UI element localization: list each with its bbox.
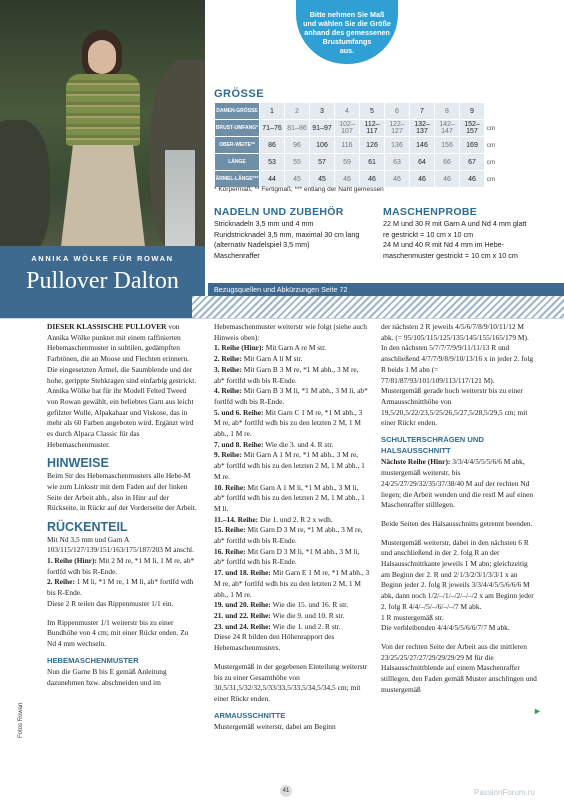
size-cell: 152–157: [460, 120, 484, 136]
gauge-heading: MASCHENPROBE: [383, 206, 478, 218]
pattern-row-label: 21. und 22. Reihe:: [214, 610, 271, 620]
pattern-row-label: 16. Reihe:: [214, 546, 246, 556]
waterfall: [165, 150, 195, 250]
pattern-row-label: 3. Reihe:: [214, 364, 242, 374]
pattern-row-label: 2. Reihe:: [214, 354, 242, 364]
back-text-2: Im Rippenmuster 1/1 weiterstr bis zu einer Bundhöhe von 4 cm; mit einer Rückr enden. Zu Nd 4 mm wechseln.: [47, 617, 189, 648]
model-sweater: [66, 74, 140, 146]
pattern-row-text: Wie die 15. und 16. R str.: [272, 600, 349, 610]
pattern-row: [214, 568, 370, 600]
row-2-text: 1 M li, *1 M re, 1 M li, ab* fortlfd wdh bis R-Ende.: [47, 577, 194, 598]
row-2: [47, 577, 199, 598]
shoulder-text-6: Von der rechten Seite der Arbeit aus die mittleren 23/25/25/27/27/29/29/29/29 M für die Halsausschnittblende auf einem Maschenraffer stilllegen, den Faden gemäß Muster anschlingen und mustergemäß: [381, 641, 537, 694]
size-cell: 55: [285, 154, 309, 170]
size-row: [215, 137, 497, 153]
size-cell: 96: [285, 137, 309, 153]
size-cell: 81–86: [285, 120, 309, 136]
armhole-text-1: der nächsten 2 R jeweils 4/5/6/7/8/9/10/11/12 M abk. (= 95/105/115/125/135/145/155/165/179 M).: [381, 322, 529, 342]
photo-credit: Fotos Rowan: [18, 702, 24, 738]
size-cell: 126: [360, 137, 384, 153]
pattern-row-text: Die 1. und 2. R 2 x wdh.: [260, 514, 333, 524]
page-number: 41: [280, 785, 292, 797]
intro-text: von Annika Wölke punktet mit einem raffinierten Hebemaschenmuster in subtilen, gedämpften Farbtönen, die an Moose und Flechten erinnern. Die eingesetzten Ärmel, die Saumblende und der hohe, gerippte Stehkragen sind einfarbig gestrickt. Annika Wölke hat für ihr Modell Felted Tweed von Rowan gewählt, ein beliebtes Garn aus leicht gefilzter Wolle, Alpakahaar und Viskose, das in mehr als 60 Farben angeboten wird. Ergänzt wird es durch Alpaca Classic für das Hebemaschenmuster.: [47, 322, 197, 449]
needles-line: Stricknadeln 3,5 mm und 4 mm: [214, 219, 314, 228]
size-cell: 57: [310, 154, 334, 170]
pattern-row: [214, 343, 370, 354]
size-cell: 3: [310, 103, 334, 119]
size-cell: 67: [460, 154, 484, 170]
back-text-1: Mit Nd 3,5 mm und Garn A 103/115/127/139/151/163/175/187/203 M anschl.: [47, 534, 194, 555]
pattern-title: Pullover Dalton: [26, 268, 179, 294]
pattern-row: [214, 622, 370, 633]
size-cell: 146: [410, 137, 434, 153]
armhole-heading: ARMAUSSCHNITTE: [214, 710, 286, 720]
size-cell: 46: [460, 171, 484, 187]
pattern-row-text: Mit Garn A re M str.: [265, 343, 327, 353]
size-footnote: * Körpermaß; ** Fertigmaß; *** entlang der Naht gemessen: [214, 186, 384, 193]
gauge-line: 22 M und 30 R mit Garn A und Nd 4 mm glatt: [383, 219, 527, 228]
pattern-row-label: 23. und 24. Reihe:: [214, 621, 271, 631]
size-cell: 46: [410, 171, 434, 187]
size-table: [214, 102, 498, 188]
pattern-row-text: Wie die 3. und 4. R str.: [265, 439, 334, 449]
hints-text: Beim Str des Hebemaschenmusters alle Hebe-M wie zum Linksstr mit dem Faden auf der linken Seite der Arbeit abh., also in Hinr auf der Rückseite, in Rückr auf der Vorderseite der Arbeit.: [47, 471, 197, 513]
size-row: [215, 120, 497, 136]
size-unit: [485, 103, 497, 119]
size-cell: 46: [335, 171, 359, 187]
pattern-row-text: Wie die 1. und 2. R str.: [272, 621, 341, 631]
size-cell: 7: [410, 103, 434, 119]
size-cell: 132–137: [410, 120, 434, 136]
size-unit: cm: [485, 171, 497, 187]
divider: [0, 318, 564, 319]
gauge-line: re gestrickt = 10 cm x 10 cm: [383, 229, 474, 239]
size-cell: 2: [285, 103, 309, 119]
pattern-intro: Hebemaschenmuster weiterstr wie folgt (siehe auch Hinweis oben):: [214, 322, 367, 342]
pattern-row: [214, 525, 370, 546]
shoulder-heading: SCHULTERSCHRÄGEN UND HALSAUSSCHNITT: [381, 435, 484, 455]
pattern-row: [214, 440, 370, 451]
size-heading: GRÖSSE: [214, 88, 265, 100]
row-1-text: Mit 2 M re, *1 M li, 1 M re, ab* fortlfd wdh bis R-Ende.: [47, 556, 195, 576]
pattern-row: [214, 515, 370, 526]
size-cell: 112–117: [360, 120, 384, 136]
gauge-list: [383, 219, 561, 261]
shoulder-text-2: Beide Seiten des Halsausschnitts getrennt beenden.: [381, 518, 533, 528]
pattern-row-text: Mit Garn A li M str.: [243, 354, 303, 364]
watermark: PassionForum.ru: [474, 788, 535, 797]
size-cell: 1: [260, 103, 284, 119]
row-1: [47, 556, 199, 577]
pattern-row-text: Wie die 9. und 10. R str.: [272, 610, 345, 620]
pattern-row-label: 9. Reihe:: [214, 450, 242, 460]
size-cell: 102–107: [335, 120, 359, 136]
intro-paragraph: [47, 322, 199, 450]
gauge-line: maschenmuster gestrickt = 10 cm x 10 cm: [383, 250, 518, 260]
pattern-paragraph: Mustergemäß in der gegebenen Einteilung weiterstr bis zu einer Gesamthöhe von 30,5/31,5/32/32,5/33/33,5/33,5/34,5/34,5 cm; mit einer Rückr enden.: [214, 661, 368, 703]
size-cell: 5: [360, 103, 384, 119]
size-cell: 136: [385, 137, 409, 153]
needles-line: (alternativ Nadelspiel 3,5 mm): [214, 240, 310, 250]
model-face: [88, 40, 116, 74]
size-unit: cm: [485, 137, 497, 153]
needles-heading: NADELN UND ZUBEHÖR: [214, 206, 344, 218]
pattern-row-text: Mit Garn A 1 M re, *1 M abh., 3 M re, ab* fortlfd wdh bis zu den letzten 2 M, 1 M abh., 1 M re.: [214, 450, 365, 481]
size-cell: 61: [360, 154, 384, 170]
size-hint-bubble: [296, 0, 398, 64]
pattern-row: [214, 354, 370, 365]
size-cell: 116: [335, 137, 359, 153]
shoulder-row-text: 3/3/4/4/5/5/5/6/6 M abk, mustergemäß weiterstr, bis 24/25/27/29/32/35/37/38/40 M auf der rechten Nd liegen; die Arbeit wenden und die restl M auf einen Maschenraffer stilllegen.: [381, 457, 534, 510]
pattern-outro: Diese 24 R bilden den Höhenrapport des Hebemaschenmusters.: [214, 632, 335, 653]
pattern-row-label: 10. Reihe:: [214, 482, 246, 492]
size-cell: 46: [360, 171, 384, 187]
slip-pattern-heading: HEBEMASCHENMUSTER: [47, 655, 139, 665]
bubble-line: Bitte nehmen Sie Maß: [309, 10, 385, 19]
row-note: Diese 2 R teilen das Rippenmuster 1/1 ein.: [47, 598, 174, 608]
pattern-row-text: Mit Garn B 3 M re, *1 M abh., 3 M re, ab* fortlfd wdh bis R-Ende.: [214, 364, 359, 385]
size-cell: 66: [435, 154, 459, 170]
size-row: [215, 103, 497, 119]
armhole-text: Mustergemäß weiterstr, dabei am Beginn: [214, 722, 336, 732]
size-row: [215, 154, 497, 170]
pattern-row-label: 5. und 6. Reihe:: [214, 407, 264, 417]
pattern-row-text: Mit Garn B 3 M li, *1 M abh., 3 M li, ab* fortlfd wdh bis R-Ende.: [214, 386, 368, 406]
size-row-label: DAMEN-GRÖSSE: [215, 103, 259, 119]
shoulder-text-3: Mustergemäß weiterstr, dabei in den nächsten 6 R und anschließend in der 2. folg R an der Halsausschnittkante jeweils 1 M abn; gleichzeitig am Beginn der 2. R und 2/1/3/2/3/1/3/3/1 x an Beginn jeder 2. folg R jeweils 3/3/4/4/5/5/6/6/6 M abk, dann noch 1/2/–/1/–/2/–/–/2 x am Beginn jeder 2. folg R 4/4/–/5/–/6/–/–/7 M abk.: [381, 537, 534, 611]
size-cell: 46: [435, 171, 459, 187]
size-cell: 86: [260, 137, 284, 153]
pattern-row-label: 19. und 20. Reihe:: [214, 600, 271, 610]
needles-list: [214, 219, 384, 261]
sources-bar: Bezugsquellen und Abkürzungen Seite 72: [208, 283, 564, 296]
continue-arrow-icon: ►: [533, 706, 542, 716]
author-line: ANNIKA WÖLKE FÜR ROWAN: [31, 254, 174, 263]
bubble-line: anhand des gemessenen: [304, 28, 390, 37]
shoulder-text-4: 1 R mustergemäß str.: [381, 612, 444, 622]
size-cell: 4: [335, 103, 359, 119]
size-cell: 53: [260, 154, 284, 170]
size-cell: 46: [385, 171, 409, 187]
pattern-row: [214, 547, 370, 568]
size-cell: 91–97: [310, 120, 334, 136]
pattern-row: [214, 600, 370, 611]
pattern-rows: [214, 343, 370, 632]
size-cell: 59: [335, 154, 359, 170]
needles-line: Maschenraffer: [214, 250, 260, 260]
size-cell: 8: [435, 103, 459, 119]
size-cell: 9: [460, 103, 484, 119]
pattern-row-label: 17. und 18. Reihe:: [214, 568, 271, 578]
armhole-text-3: Mustergemäß gerade hoch weiterstr bis zu einer Armausschnitthöhe von 19,5/20,5/22/23,5/25/26,5/27,5/28,5/29,5 cm; mit einer Rückr enden.: [381, 386, 528, 428]
size-cell: 64: [410, 154, 434, 170]
intro-bold: DIESER KLASSISCHE PULLOVER: [47, 322, 167, 331]
shoulder-row-label: Nächste Reihe (Hinr):: [381, 457, 451, 467]
size-cell: 6: [385, 103, 409, 119]
needles-line: Rundstricknadel 3,5 mm, maximal 30 cm lang: [214, 229, 360, 239]
size-cell: 142–147: [435, 120, 459, 136]
pattern-row: [214, 483, 370, 515]
pattern-row: [214, 386, 370, 407]
bubble-line: aus.: [339, 46, 355, 55]
pattern-row-label: 7. und 8. Reihe:: [214, 439, 264, 449]
pattern-row-text: Mit Garn D 3 M li, *1 M abh., 3 M li, ab* fortlfd wdh bis R-Ende.: [214, 546, 360, 567]
size-row-label: LÄNGE: [215, 154, 259, 170]
bubble-line: Brustumfangs: [322, 37, 372, 46]
pattern-row: [214, 408, 370, 440]
size-cell: 44: [260, 171, 284, 187]
size-cell: 45: [285, 171, 309, 187]
pattern-row: [214, 365, 370, 386]
armhole-text-2: In den nächsten 5/7/7/7/9/9/11/11/13 R und anschließend 4/7/7/9/8/9/10/13/16 x in jeder 2. folg R beids 1 M abn (= 77/81/87/93/101/109/113/117/121 M).: [381, 343, 534, 385]
size-row-label: BRUST-UMFANG*: [215, 120, 259, 136]
row-1-label: 1. Reihe (Hinr):: [47, 556, 97, 566]
row-2-label: 2. Reihe:: [47, 577, 75, 587]
size-unit: cm: [485, 154, 497, 170]
size-cell: 169: [460, 137, 484, 153]
size-cell: 71–76: [260, 120, 284, 136]
pattern-row: [214, 611, 370, 622]
size-cell: 63: [385, 154, 409, 170]
pattern-row-text: Mit Garn D 3 M re, *1 M abh., 3 M re, ab* fortlfd wdh bis R-Ende.: [214, 525, 363, 546]
pattern-row-text: Mit Garn E 1 M re, *1 M abh., 3 M re, ab* fortlfd wdh bis zu den letzten 2 M, 1 M abh., 1 M re.: [214, 568, 370, 599]
size-row: [215, 171, 497, 187]
pattern-row-label: 11.–14. Reihe:: [214, 514, 259, 524]
column-1: [47, 322, 199, 689]
pattern-row-label: 4. Reihe:: [214, 386, 242, 396]
slip-pattern-text: Nun die Garne B bis E gemäß Anleitung dazunehmen bzw. abschneiden und im: [47, 667, 167, 688]
size-unit: cm: [485, 120, 497, 136]
shoulder-row: [381, 457, 537, 511]
size-cell: 106: [310, 137, 334, 153]
gauge-line: 24 M und 40 R mit Nd 4 mm im Hebe-: [383, 240, 505, 250]
pattern-row-text: Mit Garn C 1 M re, *1 M abh., 3 M re, ab* fortlfd wdh bis zu den letzten 2 M, 1 M abh., 1 M re.: [214, 407, 363, 439]
column-2: [214, 322, 370, 733]
title-box: [0, 246, 205, 318]
pattern-row: [214, 450, 370, 482]
size-cell: 45: [310, 171, 334, 187]
model-skirt: [60, 145, 146, 255]
hints-heading: HINWEISE: [47, 456, 109, 471]
size-cell: 156: [435, 137, 459, 153]
size-row-label: OBER-WEITE**: [215, 137, 259, 153]
decorative-stripe: [192, 296, 564, 318]
bubble-line: und wählen Sie die Größe: [303, 19, 391, 28]
back-heading: RÜCKENTEIL: [47, 519, 128, 534]
column-3: [381, 322, 537, 696]
size-row-label: ÄRMEL-LÄNGE***: [215, 171, 259, 187]
pattern-row-label: 1. Reihe (Hinr):: [214, 343, 264, 353]
size-cell: 122–127: [385, 120, 409, 136]
pattern-row-text: Mit Garn A 1 M li, *1 M abh., 3 M li, ab* fortlfd wdh bis zu den letzten 2 M, 1 M abh., 1 M li.: [214, 482, 365, 513]
pattern-row-label: 15. Reihe:: [214, 525, 246, 535]
shoulder-text-5: Die verbleibenden 4/4/4/5/5/6/6/7/7 M abk.: [381, 623, 510, 633]
